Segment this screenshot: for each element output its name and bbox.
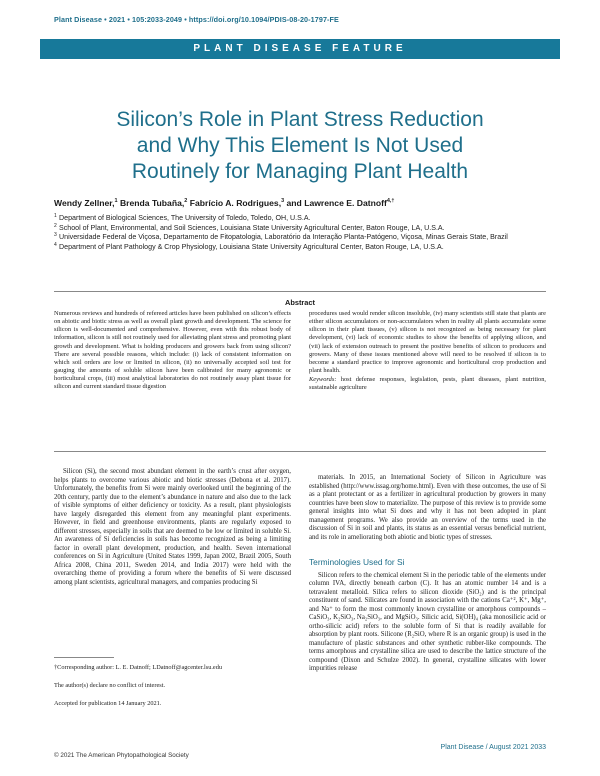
copyright: © 2021 The American Phytopathological Society bbox=[54, 752, 189, 759]
affiliation-2: 2 School of Plant, Environmental, and Soil Sciences, Louisiana State University Agricultural Center, Baton Rouge, LA, U.S.A. bbox=[54, 222, 445, 232]
abstract-bottom-rule bbox=[54, 451, 546, 452]
abstract-heading: Abstract bbox=[285, 298, 315, 307]
keywords-list: host defense responses, legislation, pests, plant diseases, plant nutrition, sustainable agriculture bbox=[309, 376, 546, 392]
keywords-label: Keywords: bbox=[309, 376, 337, 384]
abstract-left-column: Numerous reviews and hundreds of refereed articles have been published on silicon’s effects on abiotic and biotic stress as well as overall plant growth and development. The science for silicon is well-documented and comprehensive. However, even with this robust body of information, silicon is still not routinely used for alleviating plant stress and promoting plant growth and development. What is holding producers and growers back from using silicon? There are several possible reasons, which include: (i) lack of consistent information on which soil orders are low or limited in silicon, (ii) no universally accepted soil test for gauging the amounts of soluble silicon have been calibrated for many agronomic or horticultural crops, (iii) most analytical laboratories do not routinely assay plant tissue for silicon and current standard tissue digestion bbox=[54, 310, 291, 391]
section-heading: Terminologies Used for Si bbox=[309, 557, 405, 567]
title-line-3: Routinely for Managing Plant Health bbox=[131, 160, 469, 183]
affiliation-1: 1 Department of Biological Sciences, The University of Toledo, Toledo, OH, U.S.A. bbox=[54, 213, 311, 222]
intro-paragraph: Silicon (Si), the second most abundant element in the earth’s crust after oxygen, helps plants to overcome various abiotic and biotic stresses (Debona et al. 2017). Unfortunately, the benefits from Si were mainly overlooked until the beginning of the 20th century, partly due to the element’s abundance in nature and also due to the lack of visible symptoms of either deficiency or toxicity. As a result, plant physiologists have largely disregarded this element from any meaningful plant experiments. However, in field and greenhouse environments, plants are regularly exposed to different stresses, especially in soils that are deemed to be low or limited in soluble Si. An awareness of Si deficiencies in soils has become recognized as being a limiting factor in overall plant development, production, and health. Seven international conferences on Si in Agriculture (United States 1999, Japan 2002, Brazil 2005, South Africa 2008, China 2011, Sweden 2014, and India 2017) were held with the overarching theme of providing a forum where the benefits of Si were discussed among plant scientists, agricultural managers, and companies producing Si bbox=[54, 468, 291, 586]
author-2[interactable]: Brenda Tubaña,$^2$ bbox=[119, 198, 188, 208]
footnotes bbox=[54, 664, 291, 718]
conflict-statement: The author(s) declare no conflict of interest. bbox=[54, 682, 166, 689]
affiliations bbox=[54, 214, 554, 252]
feature-banner: PLANT DISEASE FEATURE bbox=[40, 39, 560, 59]
title-line-1: Silicon’s Role in Plant Stress Reduction bbox=[116, 108, 484, 131]
affiliation-4: 4 Department of Plant Pathology & Crop Physiology, Louisiana State University Agricultural Center, Baton Rouge, LA, U.S.A. bbox=[54, 241, 444, 251]
affiliation-3: 3 Universidade Federal de Viçosa, Departamento de Fitopatologia, Laboratório da Interação Planta-Patógeno, Viçosa, Minas Gerais State, Brazil bbox=[54, 232, 508, 242]
page-footer: Plant Disease / August 2021 2033 bbox=[440, 744, 546, 751]
abstract-right-text: procedures used would render silicon insoluble, (iv) many scientists still state that plants are either silicon accumulators or non-accumulators when in reality all plants accumulate some silicon in their plant tissues, (v) silicon is not recognized as being necessary for plant development, (vi) lack of economic studies to show the benefits of applying silicon, and (vii) lack of extension outreach to present the positive benefits of silicon to producers and growers. Many of these issues mentioned above will need to be resolved if silicon is to become a standard practice to improve agronomic and horticultural crop production and plant health. bbox=[309, 310, 546, 375]
article-title bbox=[54, 107, 546, 185]
accepted-date: Accepted for publication 14 January 2021. bbox=[54, 700, 162, 707]
author-4[interactable]: and Lawrence E. Datnoff$^{4,\dagger}$ bbox=[286, 198, 395, 208]
abstract-top-rule bbox=[54, 291, 546, 292]
journal-citation: Plant Disease • 2021 • 105:2033-2049 • https://doi.org/10.1094/PDIS-08-20-1797-FE bbox=[54, 15, 339, 24]
corresponding-author[interactable]: †Corresponding author: L. E. Datnoff; LDatnoff@agcenter.lsu.edu bbox=[54, 664, 223, 671]
body-left-column bbox=[54, 468, 291, 587]
body-right-column bbox=[309, 474, 546, 674]
title-line-2: and Why This Element Is Not Used bbox=[136, 134, 464, 157]
author-3[interactable]: Fabrício A. Rodrigues,$^3$ bbox=[189, 198, 285, 208]
abstract-right-column bbox=[309, 310, 546, 393]
keywords bbox=[309, 376, 546, 392]
footnote-rule bbox=[54, 657, 114, 658]
intro-paragraph-continued: materials. In 2015, an International Society of Silicon in Agriculture was established (http://www.issag.org/home.html). Even with these outcomes, the use of Si as a plant protectant or as a fertilizer in agricultural production by growers in many countries have been slow to materialize. The purpose of this review is to provide some general insights into what Si does and why it has not been adopted in plant management programs. We also provide an overview of the terms used in the discussion of Si in soil and plants, its status as an essential versus beneficial nutrient, and its role in ameliorating both abiotic and biotic types of stresses. bbox=[309, 474, 546, 541]
author-1[interactable]: Wendy Zellner,$^1$ bbox=[54, 198, 118, 208]
author-list bbox=[54, 198, 554, 208]
terminology-paragraph: Silicon refers to the chemical element Si in the periodic table of the elements under column IVA, directly beneath carbon (C). It has an atomic number 14 and is a tetravalent metalloid. Silica refers to silicon dioxide (SiO₂) and is the principal constituent of sand. Silicates are found in association with the cations Ca⁺², K⁺, Mg⁺, and Na⁺ to form the most commonly known crystalline or amorphous compounds – CaSiO₃, K₂SiO₃, Na₂SiO₃, and MgSiO₃. Silicic acid, Si(OH)₄ (aka monosilicic acid or ortho-silicic acid) refers to the soluble form of Si that is readily available for absorption by plant roots. Silicone (R₂SiO, where R is an organic group) is used in the manufacture of plastic substances and other synthetic rubber-like compounds. The terms amorphous and crystalline silica are used to describe the lattice structure of the compound (Dixon and Schulze 2002). In general, crystalline silicates with lower impurities release bbox=[309, 571, 546, 672]
